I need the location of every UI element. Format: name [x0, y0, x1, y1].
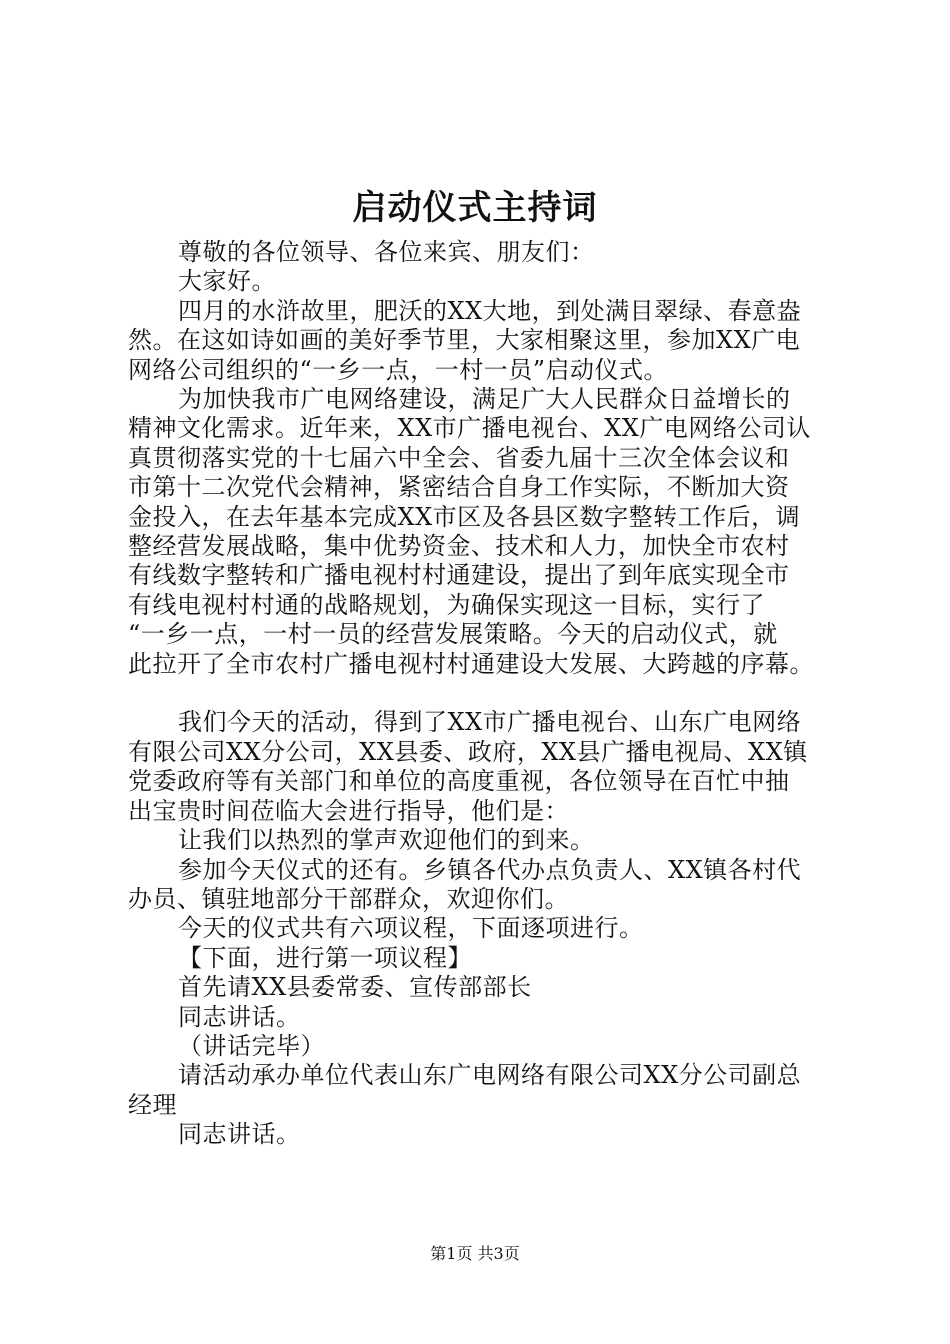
agenda-heading: 【下面，进行第一项议程】 [178, 943, 472, 972]
text-line: 党委政府等有关部门和单位的高度重视，各位领导在百忙中抽 [128, 767, 790, 796]
text-line: 整经营发展战略，集中优势资金、技术和人力，加快全市农村 [128, 532, 790, 561]
document-title: 启动仪式主持词 [352, 188, 598, 228]
text-line: 金投入，在去年基本完成XX市区及各县区数字整转工作后，调 [128, 502, 801, 531]
greeting-line: 尊敬的各位领导、各位来宾、朋友们： [178, 238, 595, 266]
text-line: 四月的水浒故里，肥沃的XX大地，到处满目翠绿、春意盎 [178, 296, 802, 325]
document-body [128, 238, 842, 1150]
text-line: 请活动承办单位代表山东广电网络有限公司XX分公司副总 [178, 1061, 802, 1090]
text-line: 经理 [128, 1090, 177, 1119]
page-footer: 第1页 共3页 [430, 1244, 520, 1263]
text-line: 同志讲话。 [178, 1002, 301, 1031]
text-line: 有限公司XX分公司，XX县委、政府，XX县广播电视局、XX镇 [128, 737, 808, 766]
text-line: 今天的仪式共有六项议程，下面逐项进行。 [178, 914, 644, 943]
text-line: （讲话完毕） [178, 1031, 325, 1060]
text-line: 参加今天仪式的还有。乡镇各代办点负责人、XX镇各村代 [178, 855, 802, 884]
text-line: 同志讲话。 [178, 1120, 301, 1149]
text-line: 有线数字整转和广播电视村村通建设，提出了到年底实现全市 [128, 561, 790, 590]
text-line: 办员、镇驻地部分干部群众，欢迎你们。 [128, 884, 569, 913]
text-line: 网络公司组织的“一乡一点，一村一员”启动仪式。 [128, 355, 669, 384]
paragraph-spacer [128, 679, 842, 708]
text-line: “一乡一点，一村一员的经营发展策略。今天的启动仪式，就 [128, 620, 778, 649]
text-line: 真贯彻落实党的十七届六中全会、省委九届十三次全体会议和 [128, 443, 790, 472]
text-line: 此拉开了全市农村广播电视村村通建设大发展、大跨越的序幕。 [128, 649, 814, 678]
text-line: 市第十二次党代会精神，紧密结合自身工作实际，不断加大资 [128, 473, 790, 502]
text-line: 首先请XX县委常委、宣传部部长 [178, 973, 532, 1002]
text-line: 然。在这如诗如画的美好季节里，大家相聚这里，参加XX广电 [128, 326, 801, 355]
text-line: 大家好。 [178, 267, 276, 296]
text-line: 让我们以热烈的掌声欢迎他们的到来。 [178, 826, 595, 855]
text-line: 有线电视村村通的战略规划，为确保实现这一目标，实行了 [128, 590, 765, 619]
text-line: 我们今天的活动，得到了XX市广播电视台、山东广电网络 [178, 708, 802, 737]
text-line: 精神文化需求。近年来，XX市广播电视台、XX广电网络公司认 [128, 414, 811, 443]
text-line: 出宝贵时间莅临大会进行指导，他们是： [128, 796, 569, 825]
text-line: 为加快我市广电网络建设，满足广大人民群众日益增长的 [178, 385, 791, 414]
